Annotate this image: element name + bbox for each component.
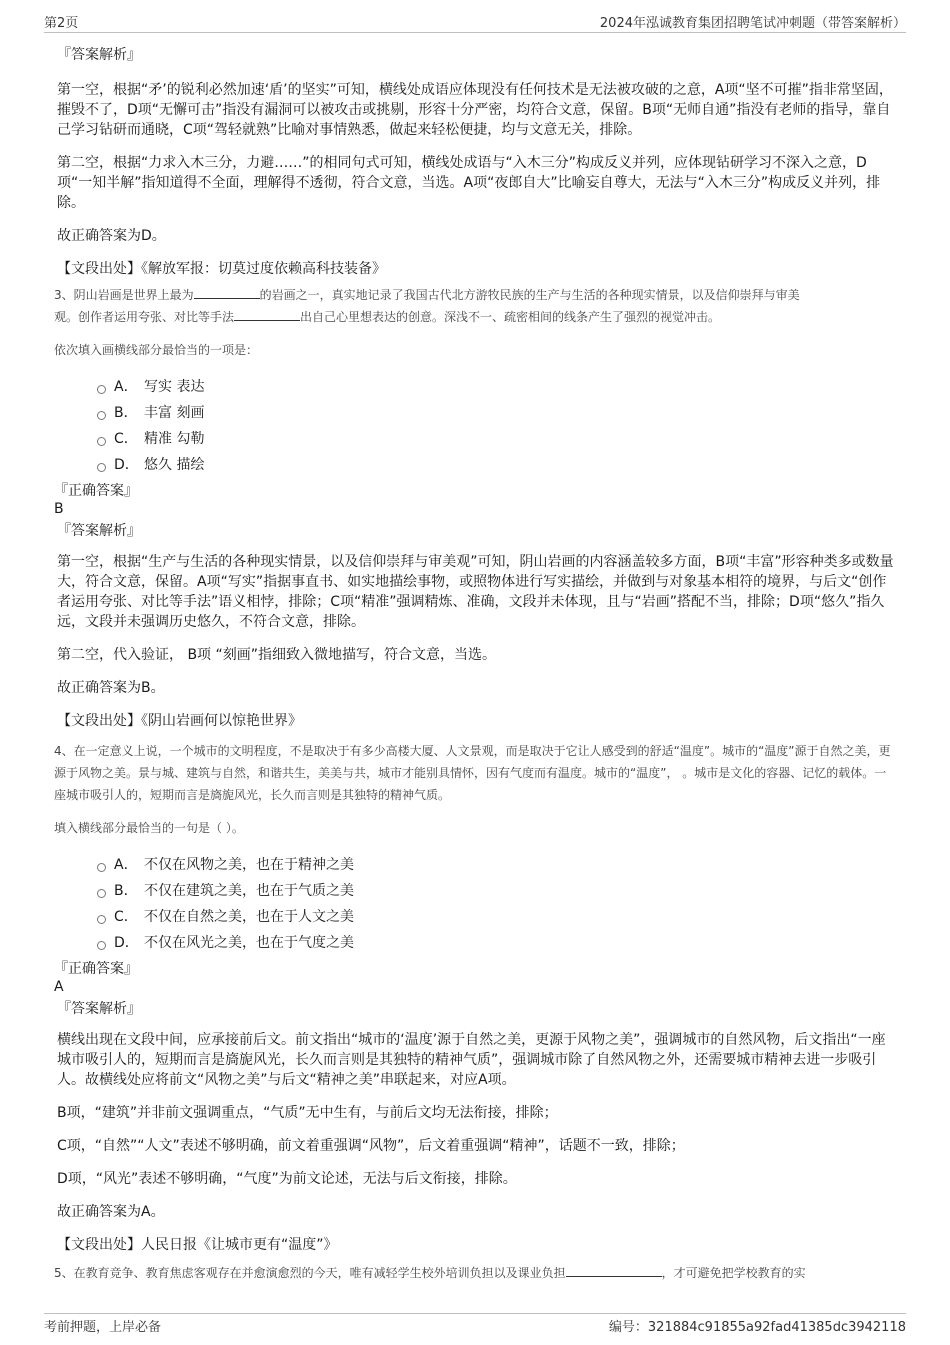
q2-analysis-paragraph-2: 第二空，根据“力求入木三分，力避……”的相同句式可知，横线处成语与“入木三分”构成反义并列，应体现钻研学习不深入之意，D项“一知半解”指知道得不全面，理解得不透彻，符合文意，当选。A项“夜郎自大”比喻妄自尊大，无法与“入木三分”构成反义并列，排除。	[57, 155, 881, 211]
question-4	[54, 740, 897, 1256]
q4-option-d[interactable]	[97, 930, 897, 956]
radio-icon[interactable]	[97, 385, 106, 394]
option-letter: D．	[114, 457, 139, 473]
q3-options	[57, 374, 897, 478]
option-letter: B．	[114, 405, 138, 421]
option-text: 写实 表达	[144, 379, 205, 395]
q5-stem-part-1: 5、在教育竞争、教育焦虑客观存在并愈演愈烈的今天，唯有减轻学生校外培训负担以及课业负担	[54, 1266, 566, 1280]
q3-analysis-label: 『答案解析』	[57, 523, 141, 539]
q4-source: 【文段出处】人民日报《让城市更有“温度”》	[57, 1237, 338, 1253]
q3-stem-part-3: 观。创作者运用夸张、对比等手法	[54, 310, 235, 324]
radio-icon[interactable]	[97, 437, 106, 446]
page-header	[44, 12, 906, 33]
option-text: 不仅在建筑之美，也在于气质之美	[144, 883, 354, 899]
q3-option-c[interactable]	[97, 426, 897, 452]
q4-option-b[interactable]	[97, 878, 897, 904]
q3-option-b[interactable]	[97, 400, 897, 426]
option-text: 精准 勾勒	[144, 431, 205, 447]
q3-source: 【文段出处】《阴山岩画何以惊艳世界》	[57, 713, 302, 729]
option-letter: A．	[114, 379, 138, 395]
option-text: 不仅在风物之美，也在于精神之美	[144, 857, 354, 873]
q4-analysis-paragraph-1: 横线出现在文段中间，应承接前后文。前文指出“城市的‘温度’源于自然之美，更源于风物之美”，强调城市的自然风物，后文指出“一座城市吸引人的，短期而言是旖旎风光，长久而言则是其独特的精神气质”，强调城市除了自然风物之外，还需要城市精神去进一步吸引人。故横线处应将前文“风物之美”与后文“精神之美”串联起来，对应A项。	[57, 1032, 886, 1088]
option-text: 悠久 描绘	[144, 457, 205, 473]
q4-analysis-paragraph-4: D项，“风光”表述不够明确，“气度”为前文论述，无法与后文衔接，排除。	[57, 1171, 517, 1187]
option-text: 不仅在风光之美，也在于气度之美	[144, 935, 354, 951]
q4-options	[57, 852, 897, 956]
main-content	[54, 44, 897, 1284]
radio-icon[interactable]	[97, 411, 106, 420]
q3-option-d[interactable]	[97, 452, 897, 478]
q4-stem: 4、在一定意义上说，一个城市的文明程度，不是取决于有多少高楼大厦、人文景观，而是取决于它让人感受到的舒适“温度”。城市的“温度”源于自然之美，更源于风物之美。景与城、建筑与自然，和谐共生，美美与共，城市才能别具情怀，因有气度而有温度。城市的“温度”， 。城市是文化的容器、记忆的载体。一座城市吸引人的，短期而言是旖旎风光，长久而言则是其独特的精神气质。	[54, 744, 891, 802]
q3-stem-part-4: 出自己心里想表达的创意。深浅不一、疏密相间的线条产生了强烈的视觉冲击。	[300, 310, 721, 324]
q4-analysis-paragraph-3: C项，“自然”“人文”表述不够明确，前文着重强调“风物”，后文着重强调“精神”，话题不一致，排除；	[57, 1138, 685, 1154]
q3-conclusion: 故正确答案为B。	[57, 680, 165, 696]
q4-analysis-label: 『答案解析』	[57, 1001, 141, 1017]
q2-analysis-section	[57, 44, 897, 280]
radio-icon[interactable]	[97, 889, 106, 898]
radio-icon[interactable]	[97, 941, 106, 950]
footer-slogan: 考前押题，上岸必备	[44, 1320, 162, 1335]
q5-stem	[54, 1262, 897, 1284]
q3-blank-2	[234, 307, 300, 321]
q5-stem-part-2: ，才可避免把学校教育的实	[661, 1266, 806, 1280]
q4-conclusion: 故正确答案为A。	[57, 1204, 165, 1220]
q3-instruction: 依次填入画横线部分最恰当的一项是：	[54, 343, 259, 357]
option-letter: C．	[114, 431, 138, 447]
radio-icon[interactable]	[97, 463, 106, 472]
option-letter: C．	[114, 909, 138, 925]
option-letter: D．	[114, 935, 139, 951]
q4-option-a[interactable]	[97, 852, 897, 878]
question-3	[54, 284, 897, 732]
q2-conclusion: 故正确答案为D。	[57, 228, 166, 244]
q3-blank-1	[194, 285, 260, 299]
q3-stem-part-2: 的岩画之一，真实地记录了我国古代北方游牧民族的生产与生活的各种现实情景，以及信仰崇拜与审美	[259, 288, 800, 302]
option-text: 丰富 刻画	[144, 405, 205, 421]
page-number: 第2页	[44, 16, 79, 31]
question-5	[54, 1262, 897, 1284]
radio-icon[interactable]	[97, 863, 106, 872]
q3-correct-answer: B	[54, 501, 64, 517]
q4-analysis-paragraph-2: B项，“建筑”并非前文强调重点，“气质”无中生有，与前后文均无法衔接，排除；	[57, 1105, 558, 1121]
q3-stem	[54, 284, 897, 328]
document-id: 编号：321884c91855a92fad41385dc3942118	[608, 1320, 906, 1335]
q3-option-a[interactable]	[97, 374, 897, 400]
q4-correct-answer: A	[54, 979, 64, 995]
q5-blank-1	[566, 1263, 662, 1277]
q3-analysis-paragraph-2: 第二空，代入验证， B项 “刻画”指细致入微地描写，符合文意，当选。	[57, 647, 497, 663]
radio-icon[interactable]	[97, 915, 106, 924]
q4-correct-label: 『正确答案』	[54, 961, 138, 977]
q3-analysis-paragraph-1: 第一空，根据“生产与生活的各种现实情景，以及信仰崇拜与审美观”可知，阴山岩画的内容涵盖较多方面，B项“丰富”形容种类多或数量大，符合文意，保留。A项“写实”指据事直书、如实地描绘事物，或照物体进行写实描绘，并做到与对象基本相符的境界，与后文“创作者运用夸张、对比等手法”语义相悖，排除；C项“精准”强调精炼、准确，文段并未体现，且与“岩画”搭配不当，排除；D项“悠久”指久远，文段并未强调历史悠久，不符合文意，排除。	[57, 554, 894, 630]
q3-stem-part-1: 3、阴山岩画是世界上最为	[54, 288, 194, 302]
q4-option-c[interactable]	[97, 904, 897, 930]
option-text: 不仅在自然之美，也在于人文之美	[144, 909, 354, 925]
q3-correct-label: 『正确答案』	[54, 483, 138, 499]
option-letter: A．	[114, 857, 138, 873]
page-footer	[44, 1313, 906, 1338]
q2-analysis-label: 『答案解析』	[57, 47, 141, 63]
document-title: 2024年泓诚教育集团招聘笔试冲刺题（带答案解析）	[599, 16, 906, 31]
q4-instruction: 填入横线部分最恰当的一句是（ ）。	[54, 821, 244, 835]
option-letter: B．	[114, 883, 138, 899]
q2-source: 【文段出处】《解放军报：切莫过度依赖高科技装备》	[57, 261, 386, 277]
q2-analysis-paragraph-1: 第一空，根据“矛’的锐利必然加速‘盾’的坚实”可知，横线处成语应体现没有任何技术是无法被攻破的之意，A项“坚不可摧”指非常坚固，摧毁不了，D项“无懈可击”指没有漏洞可以被攻击或挑剔，形容十分严密，均符合文意，保留。B项“无师自通”指没有老师的指导，靠自己学习钻研而通晓，C项“驾轻就熟”比喻对事情熟悉，做起来轻松便捷，均与文意无关，排除。	[57, 82, 893, 138]
